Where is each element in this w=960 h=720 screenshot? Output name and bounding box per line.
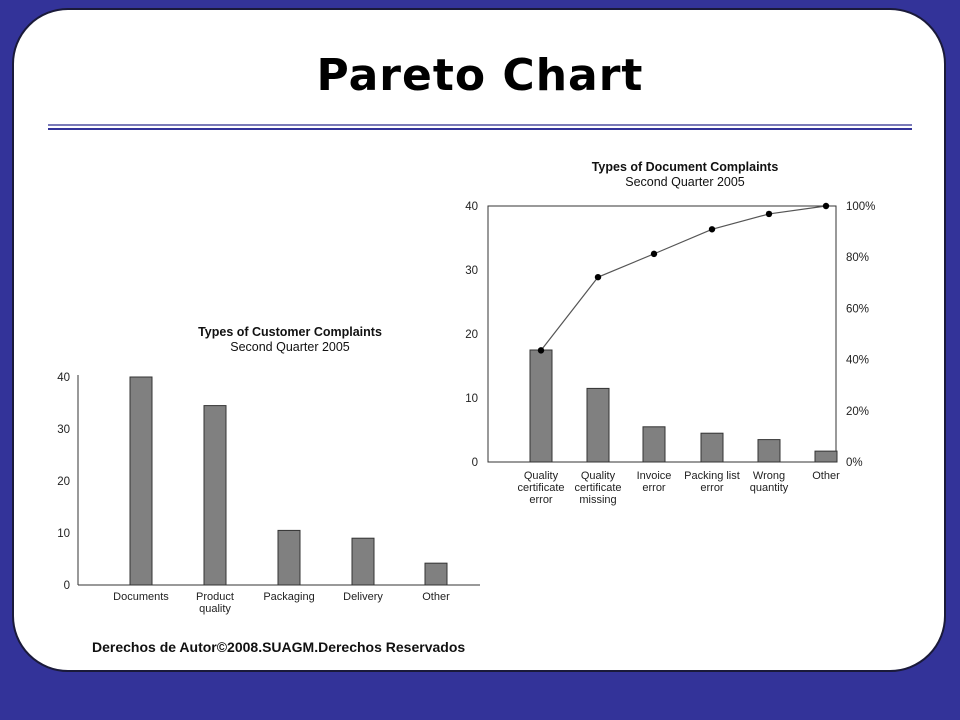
x-category-label: Documents [113,591,169,603]
cumulative-point [766,211,772,217]
copyright-footer: Derechos de Autor©2008.SUAGM.Derechos Reservados [92,639,466,655]
bar [701,433,723,462]
y-tick-label: 40 [57,372,70,384]
y2-tick-label: 60% [846,303,870,316]
x-category-label: Packing list error [684,470,740,494]
x-category-label: Quality certificate error [517,470,565,506]
y2-tick-label: 100% [846,201,876,213]
cumulative-point [595,274,601,280]
x-category-label: Quality certificate missing [574,470,622,506]
chart-title: Types of Customer Complaints [198,325,382,339]
y-tick-label: 0 [471,457,478,469]
x-category-label: Other [422,591,450,603]
cumulative-point [651,251,657,257]
title-divider [48,124,912,130]
y2-tick-label: 20% [846,405,870,418]
y-tick-label: 40 [465,201,478,213]
y-tick-label: 10 [57,528,70,540]
y2-tick-label: 0% [846,457,863,469]
cumulative-point [709,226,715,232]
y-tick-label: 30 [57,424,70,436]
bar [643,427,665,462]
cumulative-point [538,347,544,353]
x-category-label: Other [812,470,840,482]
y2-tick-label: 80% [846,252,870,265]
bar [352,538,374,585]
y-tick-label: 20 [465,329,478,341]
bar [425,563,447,585]
y-tick-label: 30 [465,265,478,277]
bar [278,530,300,585]
bar [587,388,609,462]
x-category-label: Wrong quantity [749,470,789,494]
y-tick-label: 0 [63,580,70,592]
cumulative-point [823,203,829,209]
x-category-label: Product quality [196,591,234,615]
bar [530,350,552,462]
x-category-label: Delivery [343,591,383,603]
customer-complaints-chart [40,320,490,620]
y2-tick-label: 40% [846,354,870,367]
chart-subtitle: Second Quarter 2005 [625,175,745,189]
cumulative-line [541,206,826,350]
document-complaints-pareto-chart [440,150,940,520]
bar [758,440,780,462]
bar [815,451,837,462]
slide-title: Pareto Chart [316,50,644,101]
bar [130,377,152,585]
bar [204,406,226,585]
x-category-label: Packaging [263,591,315,603]
chart-subtitle: Second Quarter 2005 [230,340,350,354]
x-category-label: Invoice error [636,470,672,494]
chart-title: Types of Document Complaints [591,160,779,174]
y-tick-label: 10 [465,393,478,405]
y-tick-label: 20 [57,476,70,488]
